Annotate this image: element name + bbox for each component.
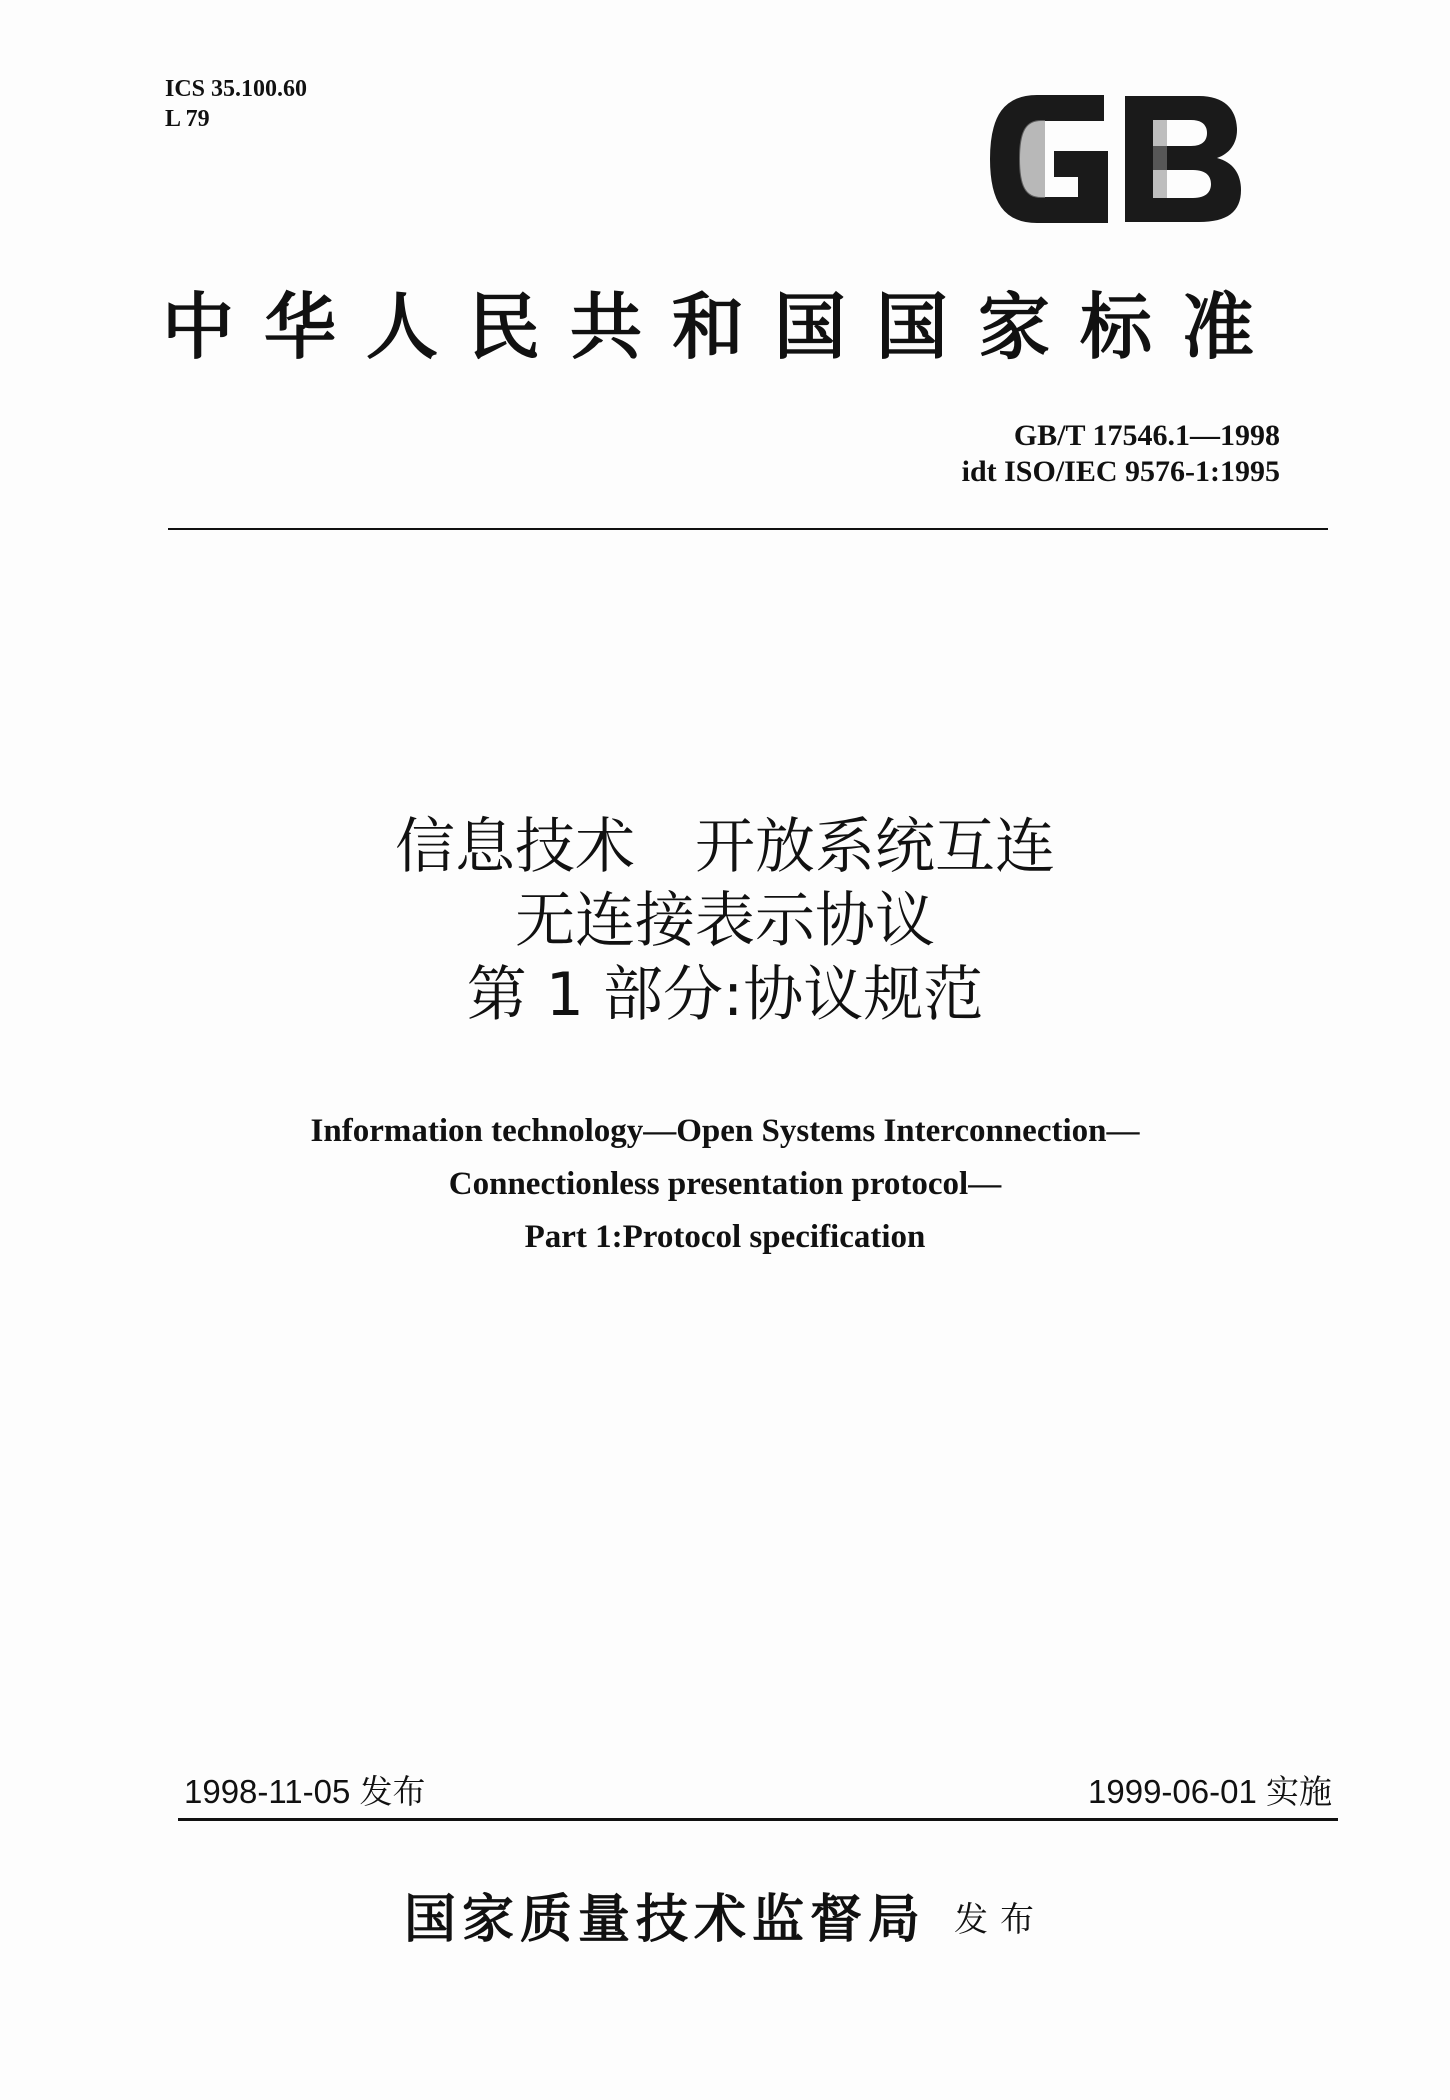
english-title-line-3: Part 1:Protocol specification: [524, 1219, 926, 1255]
ccs-code: L 79: [165, 106, 210, 132]
ics-code: ICS 35.100.60: [165, 76, 308, 102]
classification-codes: [165, 74, 307, 134]
national-standard-title: 中华人民共和国国家标准: [162, 284, 1285, 369]
standard-identifiers: [962, 418, 1280, 490]
dates-row: [178, 1772, 1338, 1812]
publisher-organization: 国家质量技术监督局: [403, 1889, 926, 1950]
gb-logo: [985, 88, 1247, 230]
publisher-action: 发布: [954, 1900, 1046, 1940]
issue-date: 1998-11-05 发布: [184, 1773, 426, 1810]
publisher-line: [0, 1885, 1450, 1955]
english-title-line-1: Information technology—Open Systems Interconnection—: [310, 1113, 1140, 1149]
chinese-title-line-3: 第 1 部分:协议规范: [466, 960, 984, 1030]
chinese-title: [0, 810, 1450, 1032]
effective-date: 1999-06-01 实施: [1088, 1773, 1332, 1810]
chinese-title-line-2: 无连接表示协议: [515, 886, 935, 956]
standard-number: GB/T 17546.1—1998: [1013, 419, 1280, 452]
iso-adoption: idt ISO/IEC 9576-1:1995: [961, 455, 1280, 488]
footer-divider: [178, 1818, 1338, 1821]
header-divider: [168, 528, 1328, 530]
chinese-title-line-1: 信息技术 开放系统互连: [395, 812, 1055, 882]
english-title: [0, 1105, 1450, 1264]
english-title-line-2: Connectionless presentation protocol—: [448, 1166, 1002, 1202]
